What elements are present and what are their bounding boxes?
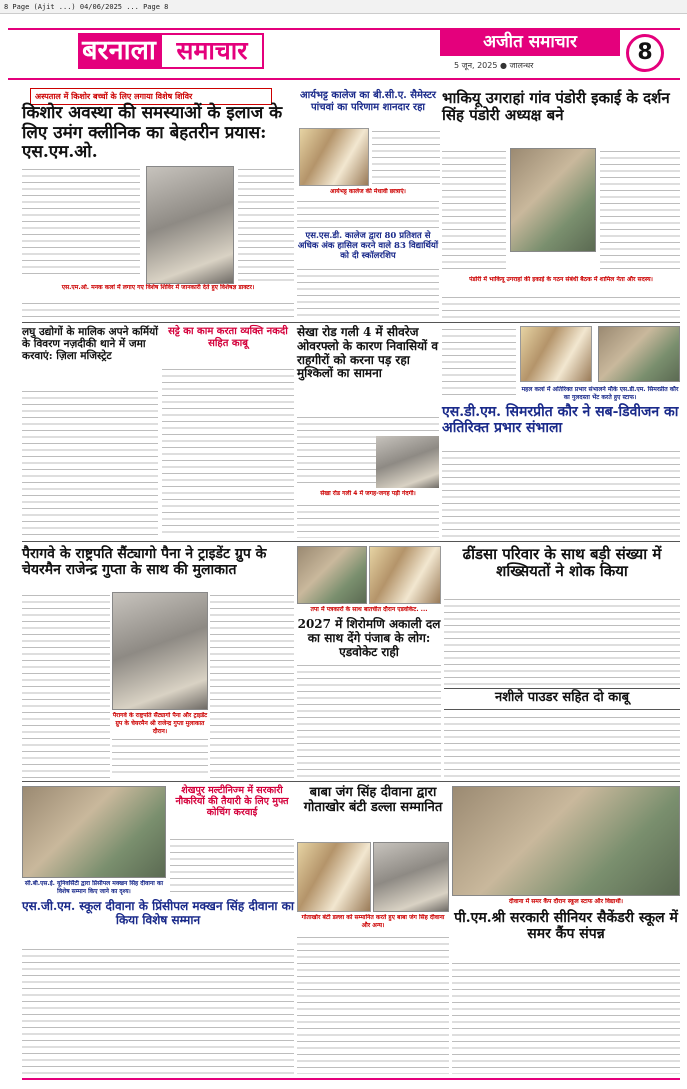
photo-caption: सी.बी.एस.ई. यूनिवर्सिटी द्वारा प्रिंसीपल मक्खन सिंह दीवाना का विशेष सम्मान किए जाने का दृश्य। <box>24 880 164 895</box>
article-headline: बाबा जंग सिंह दीवाना द्वारा गोताखोर बंटी डल्ला सम्मानित <box>303 785 443 815</box>
article-photo <box>112 592 208 710</box>
article-headline: ढींडसा परिवार के साथ बड़ी संख्या में शख्सियतों ने शोक किया <box>462 545 662 581</box>
article-body <box>444 714 680 778</box>
article-headline: लघु उद्योगों के मालिक अपने कर्मियों के विवरण नज़दीकी थाने में जमा करवाएं: ज़िला मजिस्ट्रेट <box>22 326 158 363</box>
article-body <box>372 128 440 186</box>
article-photo <box>598 326 680 382</box>
article-photo <box>373 842 449 912</box>
page-number: 8 <box>626 34 664 72</box>
article-photo <box>146 166 234 284</box>
article-body <box>297 934 449 1074</box>
article-body <box>444 596 680 686</box>
article-photo <box>297 546 367 604</box>
article-headline: किशोर अवस्था की समस्याओं के इलाज के लिए उमंग क्लीनिक का बेहतरीन प्रयास: एस.एम.ओ. <box>22 103 283 163</box>
dateline-separator-icon: ● <box>500 61 510 70</box>
column-divider <box>22 541 680 542</box>
article-body <box>442 294 680 318</box>
photo-caption: पैरागवे के राष्ट्रपति सैंट्यागो पैना और ट्राइडेंट ग्रुप के चेयरमैन श्री राजेन्द्र गुप्ता मुलाकात दौरान। <box>112 712 208 734</box>
article-body <box>22 388 158 538</box>
page-bottom-rule <box>22 1078 680 1080</box>
newspaper-name: अजीत समाचार <box>440 28 620 56</box>
column-divider <box>22 322 680 323</box>
article-headline: शेखपुर मल्टीनिज्म में सरकारी नौकरियों की तैयारी के लिए मुफ्त कोचिंग करवाई <box>175 785 289 818</box>
article-body <box>297 502 439 538</box>
article-body <box>22 946 294 1074</box>
photo-caption: दीवाना में समर कैंप दौरान स्कूल स्टाफ और विद्यार्थी। <box>508 898 624 905</box>
photo-caption: तपा में पत्रकारों के साथ बातचीत दौरान एडवोकेट. ... <box>310 606 428 613</box>
masthead-title-part1: बरनाला <box>78 33 160 69</box>
article-kicker: अस्पताल में किशोर बच्चों के लिए लगाया विशेष शिविर <box>30 88 272 105</box>
article-headline: 2027 में शिरोमणि अकाली दल का साथ देंगे पंजाब के लोग: एडवोकेट राही <box>297 617 441 659</box>
article-headline: एस.जी.एम. स्कूल दीवाना के प्रिंसीपल मक्खन सिंह दीवाना का किया विशेष सम्मान <box>22 899 294 927</box>
article-headline: भाकियू उगराहां गांव पंडोरी इकाई के दर्शन सिंह पंडोरी अध्यक्ष बने <box>442 89 670 125</box>
column-divider <box>22 781 680 782</box>
article-photo <box>510 148 596 252</box>
article-body <box>442 326 516 396</box>
masthead-title-part2: समाचार <box>160 33 264 69</box>
article-headline: नशीले पाउडर सहित दो काबू <box>444 688 680 710</box>
article-photo <box>22 786 166 878</box>
photo-caption: गोताखोर बंटी डल्ला को सम्मानित करते हुए बाबा जंग सिंह दीवाना और अन्य। <box>301 914 445 929</box>
article-body <box>297 662 441 778</box>
article-headline: एस.एस.डी. कालेज द्वारा 80 प्रतिशत से अधिक अंक हासिल करने वाले 83 विद्यार्थियों को दी स्कॉलरशिप <box>297 231 439 261</box>
photo-caption: सेखा रोड गली 4 में जगह-जगह पड़ी गंदगी। <box>320 490 416 497</box>
article-photo <box>297 842 371 912</box>
article-headline: सेखा रोड गली 4 में सीवरेज ओवरफ्लो के कारण निवासियों व राहगीरों को करना पड़ रहा मुश्किलों का सामना <box>297 325 439 381</box>
article-body <box>442 448 680 538</box>
issue-dateline <box>454 60 620 71</box>
article-body <box>238 166 294 284</box>
photo-caption: पंडोरी में भाकियू उगराहां की इकाई के गठन संबंधी बैठक में शामिल नेता और सदस्य। <box>469 276 653 283</box>
article-body <box>112 736 208 778</box>
article-body <box>170 836 294 894</box>
article-body <box>600 148 680 274</box>
article-body <box>452 960 680 1074</box>
article-body <box>162 366 294 538</box>
article-headline: सट्टे का काम करता व्यक्ति नकदी सहित काबू <box>168 326 288 349</box>
article-body <box>210 592 294 778</box>
article-body <box>297 198 439 228</box>
article-headline: आर्यभट्ट कालेज का बी.सी.ए. सैमेस्टर पांचवां का परिणाम शानदार रहा <box>300 90 436 113</box>
article-body <box>22 166 140 278</box>
article-photo <box>369 546 441 604</box>
article-photo <box>520 326 592 382</box>
article-headline: पैरागवे के राष्ट्रपति सैंट्यागो पैना ने ट्राइडेंट ग्रुप के चेयरमैन राजेन्द्र गुप्ता के साथ की मुलाकात <box>22 546 267 579</box>
article-headline: पी.एम.श्री सरकारी सीनियर सैकेंडरी स्कूल में समर कैंप संपन्न <box>454 910 678 943</box>
article-photo <box>299 128 369 186</box>
article-headline: एस.डी.एम. सिमरप्रीत कौर ने सब-डिवीजन का अतिरिक्त प्रभार संभाला <box>442 404 679 437</box>
article-photo <box>452 786 680 896</box>
article-body <box>22 300 294 320</box>
photo-caption: आर्यभट्ट कालेज की मेधावी छात्राएं। <box>330 188 406 195</box>
photo-caption: महल कलां में अतिरिक्त प्रभार संभालने मौके एस.डी.एम. सिमरप्रीत कौर का गुलदस्ता भेंट करते हुए स्टाफ। <box>521 386 679 401</box>
print-header-bar: 8 Page (Ajit ...) 04/06/2025 ... Page 8 <box>0 0 687 14</box>
article-body <box>22 592 110 778</box>
article-body <box>297 266 439 318</box>
photo-caption: एस.एम.ओ. मनक कलां में लगाए गए विशेष शिविर में जानकारी देते हुए विशेषज्ञ डाक्टर। <box>61 284 255 291</box>
issue-city: जालन्धर <box>509 61 534 70</box>
issue-date: 5 जून, 2025 <box>454 61 498 70</box>
article-photo <box>376 436 439 488</box>
article-body <box>442 148 506 274</box>
